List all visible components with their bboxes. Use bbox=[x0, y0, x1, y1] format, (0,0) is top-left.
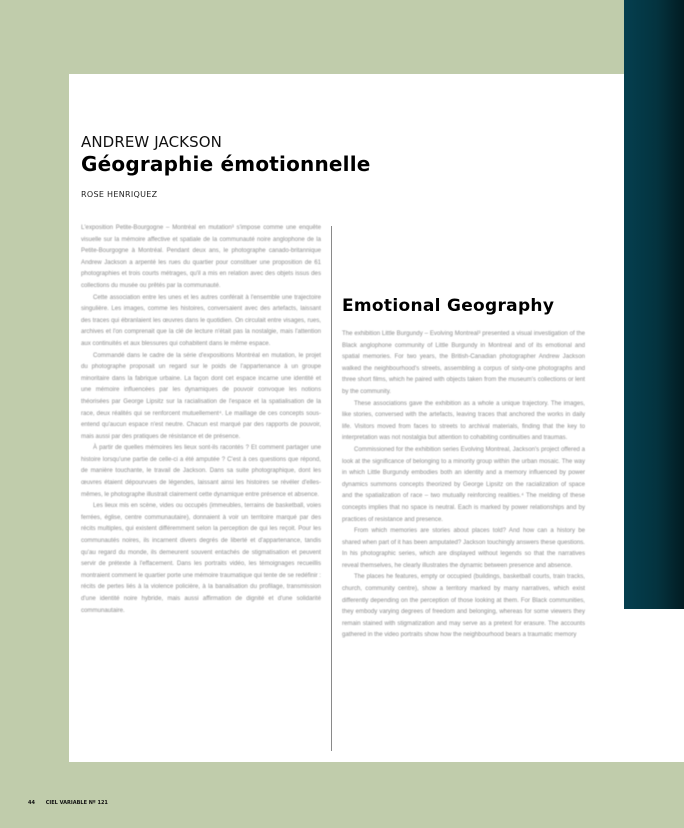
english-paragraph: Commissioned for the exhibition series Evolving Montreal, Jackson's project offered a look at the significance of belonging to a minority group within the urban mosaic. The way in which Little Burgundy embodies both an identity and a memory influenced by power dynamics summons concepts theorized by George Lipsitz on the racialization of space and the spatialization of race – two mutually reinforcing realities.⁴ The melding of these concepts implies that no space is neutral. Each is marked by power relationships and by practices of resistance and presence. bbox=[342, 445, 585, 523]
article-title-french: Géographie émotionnelle bbox=[81, 152, 371, 176]
french-paragraph: À partir de quelles mémoires les lieux sont-ils racontés ? Et comment partager une histoire lorsqu'une partie de celle-ci a été amputée ? C'est à ces questions que répond, de manière touchante, le travail de Jackson. Dans sa suite photographique, dont les œuvres étaient dépourvues de légendes, laissant ainsi les histoires se révéler d'elles-mêmes, le photographe illustrait clairement cette dynamique entre présence et absence. bbox=[81, 444, 321, 498]
english-paragraph: These associations gave the exhibition as a whole a unique trajectory. The images, like stories, conversed with the artefacts, leaving traces that anchored the works in daily life. Visitors moved from faces to streets to archival materials, finding that the key to interpretation was not nostalgia but attention to cohabiting continuities and traumas. bbox=[342, 399, 585, 442]
page-number: 44 bbox=[28, 800, 35, 806]
french-paragraph: L'exposition Petite-Bourgogne – Montréal en mutation³ s'impose comme une enquête visuelle sur la mémoire affective et spatiale de la communauté noire anglophone de la Petite-Bourgogne à Montréal. Pendant deux ans, le photographe canado-britannique Andrew Jackson a arpenté les rues du quartier pour constituer une proposition de 61 photographies et trois courts métrages, qu'il a mis en relation avec des objets issus des collections du musée ou prêtés par la communauté. bbox=[81, 224, 321, 289]
column-divider bbox=[331, 226, 332, 751]
article-title-english: Emotional Geography bbox=[342, 296, 555, 316]
french-text-column bbox=[81, 222, 321, 616]
decorative-side-bar bbox=[624, 0, 684, 609]
english-text-column bbox=[342, 328, 585, 641]
publication-name: CIEL VARIABLE Nº 121 bbox=[45, 800, 108, 806]
english-paragraph: The exhibition Little Burgundy – Evolving Montreal³ presented a visual investigation of the Black anglophone community of Little Burgundy in Montreal and of its emotional and spatial memories. For two years, the British-Canadian photographer Andrew Jackson walked the neighbourhood's streets, assembling a corpus of sixty-one photographs and three short films, which he paired with objects taken from the museum's collections or lent by the community. bbox=[342, 330, 585, 395]
english-paragraph: From which memories are stories about places told? And how can a history be shared when part of it has been amputated? Jackson touchingly answers these questions. In his photographic series, which are displayed without legends so that the narratives reveal themselves, he clearly illustrates the dynamic between presence and absence. bbox=[342, 527, 585, 569]
french-paragraph: Cette association entre les unes et les autres conférait à l'ensemble une trajectoire singulière. Les images, comme les histoires, conversaient avec des artefacts, laissant des traces qui ébranlaient les œuvres dans le quotidien. On circulait entre visages, rues, archives et l'on comprenait que la clé de lecture n'était pas la nostalgie, mais l'attention aux continuités et aux blessures qui cohabitent dans le même espace. bbox=[81, 293, 321, 347]
french-paragraph: Commandé dans le cadre de la série d'expositions Montréal en mutation, le projet du photographe proposait un regard sur le poids de l'appartenance à un groupe minoritaire dans la fabrique urbaine. La façon dont cet espace incarne une identité et une mémoire influencées par les dynamiques de pouvoir convoque les notions théorisées par George Lipsitz sur la racialisation de l'espace et la spatialisation de la race, deux réalités qui se renforcent mutuellement⁴. Le maillage de ces concepts sous-entend qu'aucun espace n'est neutre. Chacun est marqué par des rapports de pouvoir, mais aussi par des pratiques de résistance et de présence. bbox=[81, 351, 321, 440]
french-paragraph: Les lieux mis en scène, vides ou occupés (immeubles, terrains de basketball, voies ferrées, église, centre communautaire), donnaient à voir un territoire marqué par des récits multiples, qui existent différemment selon la perception de qui les reçoit. Pour les communautés noires, ils incarnent divers degrés de liberté et d'appartenance, tandis qu'au regard du monde, ils demeurent souvent entachés de stigmatisation et peuvent servir de prétexte à l'effacement. Dans les portraits vidéo, les témoignages recueillis montraient comment le quartier porte une mémoire traumatique qui tente de se redéfinir : récits de pertes liés à la violence policière, à la banalisation du profilage, transmission d'une identité noire hybride, mais aussi affirmation de dignité et d'une solidarité communautaire. bbox=[81, 502, 321, 614]
artist-name: ANDREW JACKSON bbox=[81, 133, 222, 151]
article-author: ROSE HENRIQUEZ bbox=[81, 190, 158, 199]
page-footer bbox=[28, 800, 108, 806]
english-paragraph: The places he features, empty or occupied (buildings, basketball courts, train tracks, church, community centre), show a territory marked by many narratives, which exist differently depending on the perception of those looking at them. For Black communities, they embody varying degrees of freedom and belonging, whereas for some viewers they remain stained with stigmatization and may serve as a pretext for erasure. The accounts gathered in the video portraits show how the neighbourhood bears a traumatic memory bbox=[342, 573, 585, 639]
